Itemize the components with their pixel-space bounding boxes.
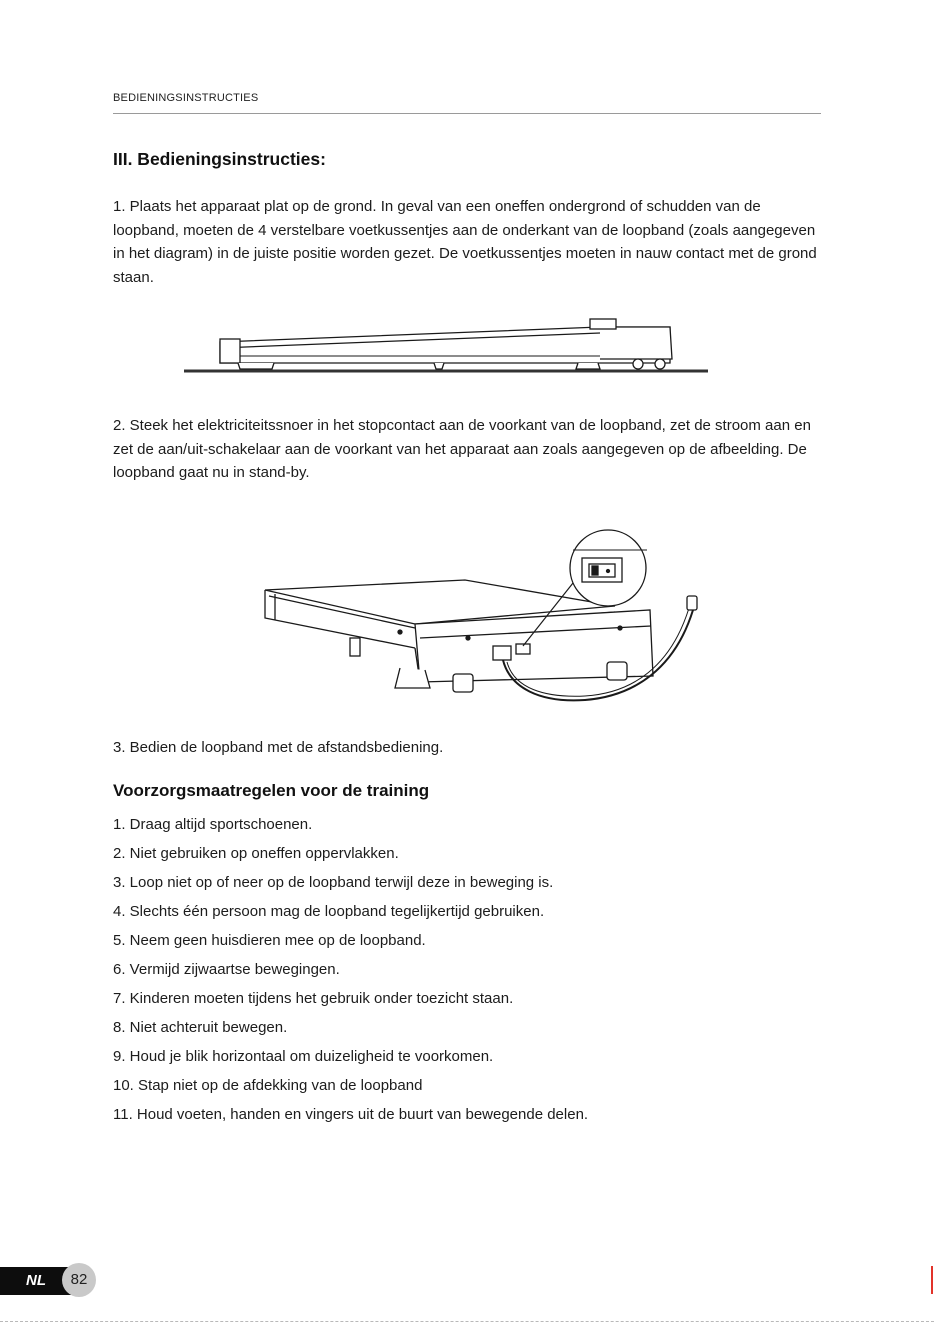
precautions-list — [113, 810, 588, 1129]
list-item: 4. Slechts één persoon mag de loopband tegelijkertijd gebruiken. — [113, 903, 545, 920]
page-number: 82 — [62, 1263, 96, 1297]
list-item: 3. Loop niet op of neer op de loopband terwijl deze in beweging is. — [113, 874, 554, 891]
list-item: 9. Houd je blik horizontaal om duizeligheid te voorkomen. — [113, 1048, 494, 1065]
list-item: 1. Draag altijd sportschoenen. — [113, 816, 313, 833]
treadmill-side-view-diagram — [180, 315, 712, 377]
header-divider — [113, 113, 821, 114]
language-badge: NL — [0, 1267, 74, 1295]
section-title: III. Bedieningsinstructies: — [113, 149, 326, 169]
list-item: 7. Kinderen moeten tijdens het gebruik onder toezicht staan. — [113, 990, 514, 1007]
list-item: 10. Stap niet op de afdekking van de loopband — [113, 1077, 423, 1094]
list-item: 5. Neem geen huisdieren mee op de loopband. — [113, 932, 426, 949]
page-bottom-line — [0, 1321, 934, 1322]
treadmill-power-switch-diagram — [255, 528, 715, 713]
step-2-text: 2. Steek het elektriciteitssnoer in het stopcontact aan de voorkant van de loopband, zet de stroom aan en zet de aan/uit-schakelaar aan de voorkant van het apparaat aan zoals aangegeven op de afbeelding. De loopband gaat nu in stand-by. — [113, 417, 811, 481]
list-item: 2. Niet gebruiken op oneffen oppervlakken. — [113, 845, 399, 862]
step-3-text: 3. Bedien de loopband met de afstandsbediening. — [113, 739, 444, 756]
precautions-title: Voorzorgsmaatregelen voor de training — [113, 781, 430, 800]
edge-tab-marker — [931, 1266, 933, 1294]
running-header: BEDIENINGSINSTRUCTIES — [113, 92, 259, 104]
list-item: 8. Niet achteruit bewegen. — [113, 1019, 288, 1036]
step-1-text: 1. Plaats het apparaat plat op de grond. In geval van een oneffen ondergrond of schudden van de loopband, moeten de 4 verstelbare voetkussentjes aan de onderkant van de loopband (zoals aangegeven in het diagram) in de juiste positie worden gezet. De voetkussentjes moeten in nauw contact met de grond staan. — [113, 198, 817, 286]
list-item: 11. Houd voeten, handen en vingers uit de buurt van bewegende delen. — [113, 1106, 589, 1123]
list-item: 6. Vermijd zijwaartse bewegingen. — [113, 961, 340, 978]
